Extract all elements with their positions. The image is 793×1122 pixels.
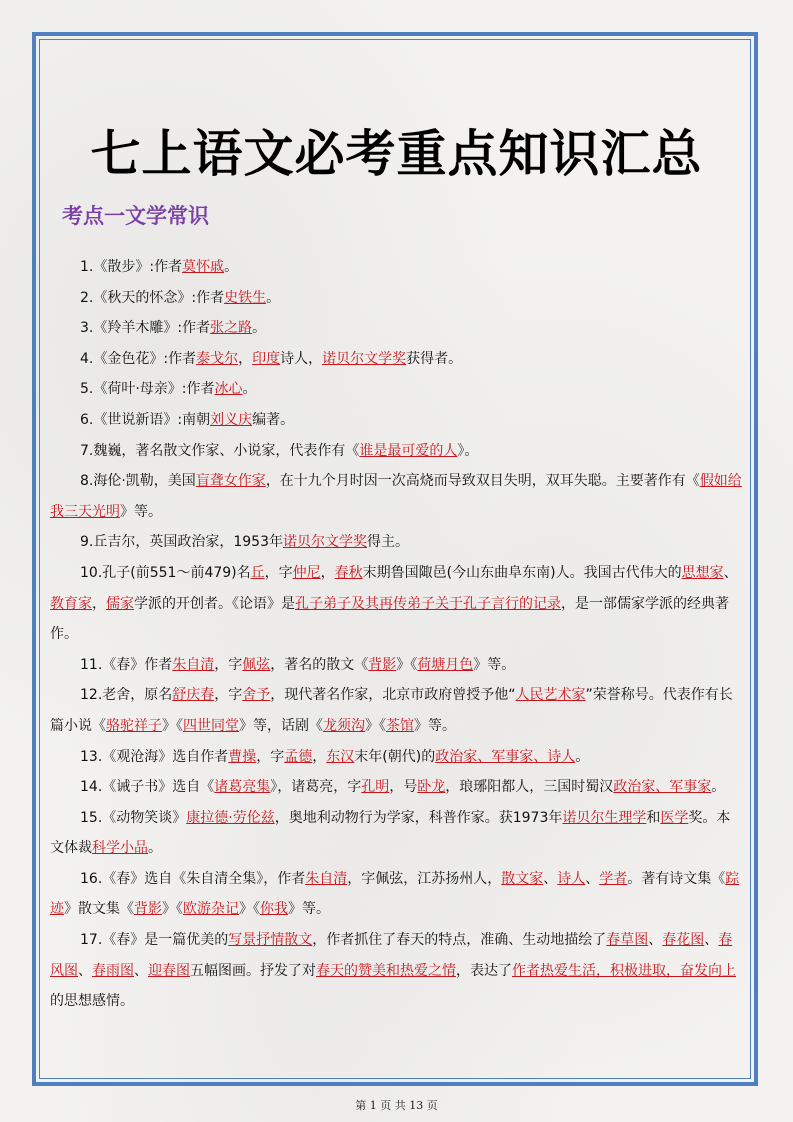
key-term: 曹操 — [228, 748, 257, 765]
key-term: 舒庆春 — [172, 687, 215, 704]
key-term: 仲尼 — [292, 564, 321, 581]
text-segment: ”荣誉称号。代表作有长篇小说《 — [50, 687, 733, 734]
list-item — [50, 742, 744, 773]
text-segment: 5.《荷叶·母亲》:作者 — [80, 381, 215, 398]
key-term: 春天的赞美和热爱之情 — [316, 962, 456, 979]
key-term: 背影 — [368, 656, 397, 673]
key-term: 泰戈尔 — [196, 350, 239, 367]
key-term: 骆驼祥子 — [106, 717, 162, 734]
list-item — [50, 405, 744, 436]
key-term: 谁是最可爱的人 — [359, 442, 458, 459]
key-term: 史铁生 — [224, 289, 267, 306]
text-segment: ，字 — [214, 687, 243, 704]
text-segment: ，是一部儒家学派的经典著作。 — [50, 595, 729, 643]
text-segment: ，字 — [214, 656, 243, 673]
key-term: 背影 — [134, 901, 162, 918]
text-segment: 。 — [148, 840, 162, 857]
key-term: 儒家 — [106, 595, 134, 612]
text-segment: 末期鲁国陬邑(今山东曲阜东南)人。我国古代伟大的 — [362, 564, 682, 581]
key-term: 诗人 — [557, 870, 586, 887]
key-term: 荷塘月色 — [417, 656, 474, 673]
text-segment: 。 — [252, 320, 267, 337]
key-term: 政治家、军事家 — [613, 779, 712, 796]
key-term: 诺贝尔文学奖 — [283, 534, 367, 551]
text-segment: 》《 — [162, 717, 183, 734]
text-segment: 末年(朝代)的 — [354, 748, 436, 765]
text-segment: 》等。 — [120, 503, 162, 520]
key-term: 春风图 — [50, 932, 733, 979]
key-term: 假如给我三天光明 — [50, 473, 742, 520]
text-segment: 1.《散步》:作者 — [80, 259, 183, 275]
list-item — [50, 466, 744, 527]
text-segment: 》散文集《 — [64, 901, 134, 918]
text-segment: 。 — [575, 748, 590, 765]
text-segment: 15.《动物笑谈》 — [80, 809, 187, 826]
key-term: 你我 — [260, 901, 288, 918]
key-term: 欧游杂记 — [183, 901, 239, 918]
text-segment: 4.《金色花》:作者 — [80, 350, 197, 367]
list-item — [50, 344, 744, 375]
text-segment: ，作者抓住了春天的特点，准确、生动地描绘了 — [312, 932, 607, 949]
text-segment: 13.《观沧海》选自作者 — [80, 748, 229, 765]
text-segment: ，号 — [389, 779, 418, 796]
document-title: 七上语文必考重点知识汇总 — [90, 123, 703, 183]
text-segment: 、 — [134, 962, 148, 979]
text-segment: ，字 — [256, 748, 285, 765]
key-term: 朱自清 — [305, 870, 348, 887]
list-item — [50, 864, 744, 925]
key-term: 春草图 — [606, 932, 649, 949]
text-segment: 》《 — [396, 656, 418, 673]
key-term: 学者 — [599, 870, 628, 887]
list-item — [50, 252, 744, 283]
list-item — [50, 527, 744, 558]
key-term: 医学 — [660, 809, 689, 826]
key-term: 孔子弟子及其再传弟子关于孔子言行的记录 — [295, 595, 561, 612]
text-segment: 6.《世说新语》:南朝 — [80, 411, 211, 428]
key-term: 舍予 — [242, 687, 271, 704]
key-term: 科学小品 — [92, 840, 148, 857]
list-item — [50, 680, 744, 741]
text-segment: 编著。 — [252, 411, 295, 428]
text-segment: 2.《秋天的怀念》:作者 — [80, 289, 225, 306]
text-segment: 。 — [224, 259, 239, 275]
text-segment: 11.《春》作者 — [80, 656, 173, 673]
text-segment: 、 — [723, 564, 738, 581]
text-segment: ，字 — [264, 564, 293, 581]
key-term: 春雨图 — [92, 962, 134, 979]
key-term: 作者热爱生活，积极进取，奋发向上 — [512, 962, 736, 979]
text-segment: 3.《羚羊木雕》:作者 — [80, 320, 211, 337]
list-item — [50, 772, 744, 803]
text-segment: 17.《春》是一篇优美的 — [80, 932, 229, 949]
list-item — [50, 925, 744, 1017]
text-segment: 五幅图画。抒发了对 — [190, 962, 316, 979]
text-segment: ，著名的散文《 — [270, 656, 369, 673]
text-segment: 、 — [543, 870, 558, 887]
key-term: 康拉德·劳伦兹 — [186, 809, 275, 826]
text-segment: 、 — [704, 932, 719, 949]
key-term: 盲聋女作家 — [195, 473, 266, 490]
key-term: 茶馆 — [386, 717, 414, 734]
list-item — [50, 313, 744, 344]
key-term: 散文家 — [501, 870, 544, 887]
key-term: 印度 — [252, 350, 281, 367]
text-segment: 》等。 — [288, 901, 330, 918]
text-segment: 》等，话剧《 — [239, 717, 323, 734]
key-term: 龙须沟 — [323, 717, 365, 734]
text-segment: ，表达了 — [456, 962, 512, 979]
text-segment: 8.海伦·凯勒，美国 — [80, 473, 196, 490]
text-segment: 、 — [585, 870, 600, 887]
key-term: 孔明 — [361, 779, 390, 796]
key-term: 东汉 — [326, 748, 355, 765]
text-segment: 的思想感情。 — [50, 993, 134, 1010]
text-segment: 、 — [78, 962, 92, 979]
text-segment: 12.老舍，原名 — [80, 687, 173, 704]
text-segment: 7.魏巍，著名散文作家、小说家，代表作有《 — [80, 442, 360, 459]
text-segment: ，字佩弦，江苏扬州人， — [347, 870, 502, 887]
page-footer: 第 1 页 共 13 页 — [355, 1099, 438, 1112]
text-segment: 。 — [711, 779, 726, 796]
text-segment: 得主。 — [367, 534, 409, 551]
text-segment: 》《 — [365, 717, 386, 734]
knowledge-list — [50, 252, 744, 1017]
text-segment: 》《 — [239, 901, 260, 918]
key-term: 四世同堂 — [183, 717, 239, 734]
text-segment: 9.丘吉尔，英国政治家，1953年 — [80, 534, 283, 551]
text-segment: 诗人， — [280, 350, 323, 367]
key-term: 丘 — [250, 564, 265, 581]
key-term: 诸葛亮集 — [214, 779, 271, 796]
list-item — [50, 558, 744, 650]
key-term: 春秋 — [334, 564, 363, 581]
text-segment: 。 — [266, 289, 281, 306]
key-term: 迎春图 — [148, 962, 190, 979]
key-term: 人民艺术家 — [515, 687, 586, 704]
list-item — [50, 436, 744, 467]
text-segment: 和 — [646, 809, 661, 826]
key-term: 写景抒情散文 — [228, 932, 313, 949]
text-segment: ，琅琊阳都人，三国时蜀汉 — [445, 779, 614, 796]
text-segment: 》。 — [457, 442, 479, 459]
text-segment: 10.孔子(前551～前479)名 — [80, 564, 251, 581]
key-term: 春花图 — [662, 932, 705, 949]
text-segment: ，现代著名作家，北京市政府曾授予他“ — [270, 687, 516, 704]
key-term: 孟德 — [284, 748, 313, 765]
list-item — [50, 650, 744, 681]
key-term: 张之路 — [210, 320, 253, 337]
key-term: 冰心 — [214, 381, 243, 398]
text-segment: ，在十九个月时因一次高烧而导致双目失明，双耳失聪。主要著作有《 — [265, 473, 700, 490]
key-term: 思想家 — [681, 564, 724, 581]
key-term: 刘义庆 — [210, 411, 253, 428]
text-segment: 。 — [242, 381, 257, 398]
key-term: 诺贝尔文学奖 — [322, 350, 407, 367]
text-segment: ， — [312, 748, 327, 765]
text-segment: 》等。 — [414, 717, 456, 734]
key-term: 卧龙 — [417, 779, 446, 796]
text-segment: 》，诸葛亮，字 — [270, 779, 362, 796]
text-segment: ， — [320, 564, 335, 581]
key-term: 教育家 — [50, 595, 92, 612]
key-term: 佩弦 — [242, 656, 271, 673]
key-term: 踪迹 — [50, 870, 740, 918]
text-segment: ， — [92, 595, 106, 612]
key-term: 莫怀戚 — [182, 259, 225, 275]
text-segment: 》等。 — [473, 656, 516, 673]
text-segment: 、 — [648, 932, 663, 949]
list-item — [50, 374, 744, 405]
text-segment: 16.《春》选自《朱自清全集》，作者 — [80, 870, 306, 887]
text-segment: 》《 — [162, 901, 183, 918]
text-segment: ，奥地利动物行为学家，科普作家。获1973年 — [274, 809, 563, 826]
text-segment: 学派的开创者。《论语》是 — [134, 595, 295, 612]
text-segment: ， — [238, 350, 253, 367]
list-item — [50, 283, 744, 314]
text-segment: 。著有诗文集《 — [627, 870, 726, 887]
text-segment: 奖。本文体裁 — [50, 809, 731, 857]
text-segment: 14.《诫子书》选自《 — [80, 779, 215, 796]
list-item — [50, 803, 744, 864]
text-segment: 获得者。 — [406, 350, 463, 367]
key-term: 诺贝尔生理学 — [562, 809, 647, 826]
key-term: 政治家、军事家、诗人 — [435, 748, 576, 765]
key-term: 朱自清 — [172, 656, 215, 673]
section-heading: 考点一文学常识 — [62, 203, 209, 228]
